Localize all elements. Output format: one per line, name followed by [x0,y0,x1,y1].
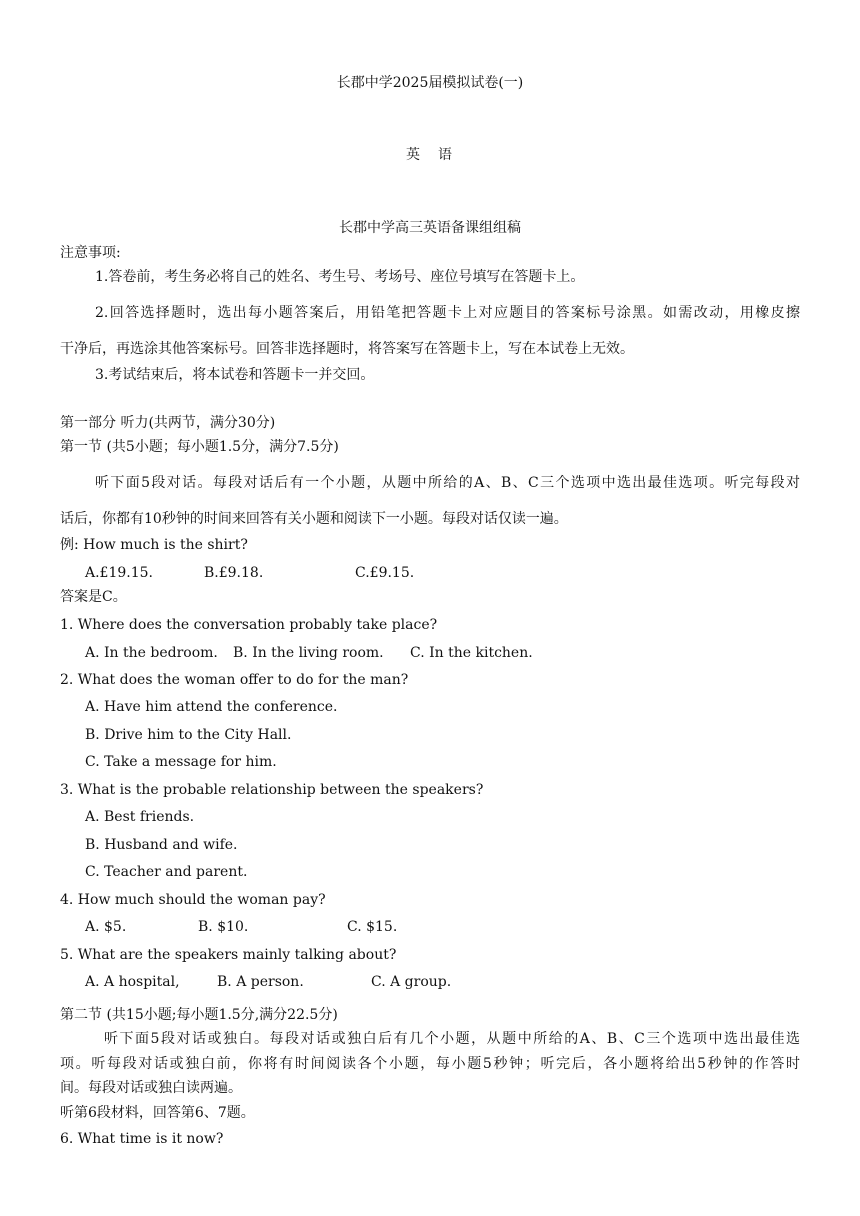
section1-heading: 第一节 (共5小题；每小题1.5分，满分7.5分) [60,439,339,455]
q1-option-c: C. In the kitchen. [410,645,533,661]
question-2: 2. What does the woman offer to do for the man? [60,672,409,688]
question-3: 3. What is the probable relationship between the speakers? [60,782,484,798]
section2-instruction-line-2: 项。听每段对话或独白前，你将有时间阅读各个小题，每小题5秒钟；听完后，各小题将给出5秒钟的作答时 [60,1056,800,1072]
example-option-b: B.£9.18. [204,565,264,581]
q5-option-c: C. A group. [371,974,452,990]
question-6: 6. What time is it now? [60,1131,224,1147]
note-item-1: 1.答卷前，考生务必将自己的姓名、考生号、考场号、座位号填写在答题卡上。 [95,269,585,285]
section1-instruction-line-1: 听下面5段对话。每段对话后有一个小题，从题中所给的A、B、C三个选项中选出最佳选项。听完每段对 [95,475,800,491]
exam-title: 长郡中学2025届模拟试卷(一) [336,75,524,91]
note-item-3: 3.考试结束后，将本试卷和答题卡一并交回。 [95,367,375,383]
example-option-a: A.£19.15. [85,565,153,581]
part1-heading: 第一部分 听力(共两节，满分30分) [60,415,276,431]
q2-option-b: B. Drive him to the City Hall. [85,727,292,743]
q2-option-c: C. Take a message for him. [85,754,277,770]
q3-option-c: C. Teacher and parent. [85,864,248,880]
q5-option-b: B. A person. [217,974,304,990]
material-6-instruction: 听第6段材料，回答第6、7题。 [60,1105,255,1121]
q3-option-a: A. Best friends. [85,809,195,825]
question-4: 4. How much should the woman pay? [60,892,326,908]
notes-heading: 注意事项: [60,245,121,261]
q5-option-a: A. A hospital, [85,974,180,990]
q4-option-b: B. $10. [198,919,249,935]
subject-title: 英 语 [406,147,454,163]
q4-option-a: A. $5. [85,919,127,935]
question-1: 1. Where does the conversation probably take place? [60,617,438,633]
q4-option-c: C. $15. [347,919,398,935]
question-5: 5. What are the speakers mainly talking about? [60,947,397,963]
q3-option-b: B. Husband and wife. [85,837,238,853]
q2-option-a: A. Have him attend the conference. [85,699,338,715]
section2-heading: 第二节 (共15小题;每小题1.5分,满分22.5分) [60,1007,338,1023]
section2-instruction-line-1: 听下面5段对话或独白。每段对话或独白后有几个小题，从题中所给的A、B、C三个选项中选出最佳选 [104,1031,800,1047]
example-answer: 答案是C。 [60,589,127,605]
note-item-2-line-2: 干净后，再选涂其他答案标号。回答非选择题时，将答案写在答题卡上，写在本试卷上无效。 [60,341,634,357]
q1-option-a: A. In the bedroom. [85,645,218,661]
author-line: 长郡中学高三英语备课组组稿 [339,220,521,236]
section1-instruction-line-2: 话后，你都有10秒钟的时间来回答有关小题和阅读下一小题。每段对话仅读一遍。 [60,511,568,527]
example-question: 例: How much is the shirt? [60,537,248,553]
note-item-2-line-1: 2.回答选择题时，选出每小题答案后，用铅笔把答题卡上对应题目的答案标号涂黑。如需改动，用橡皮擦 [95,305,800,321]
section2-instruction-line-3: 间。每段对话或独白读两遍。 [60,1080,242,1096]
q1-option-b: B. In the living room. [233,645,384,661]
example-option-c: C.£9.15. [355,565,415,581]
